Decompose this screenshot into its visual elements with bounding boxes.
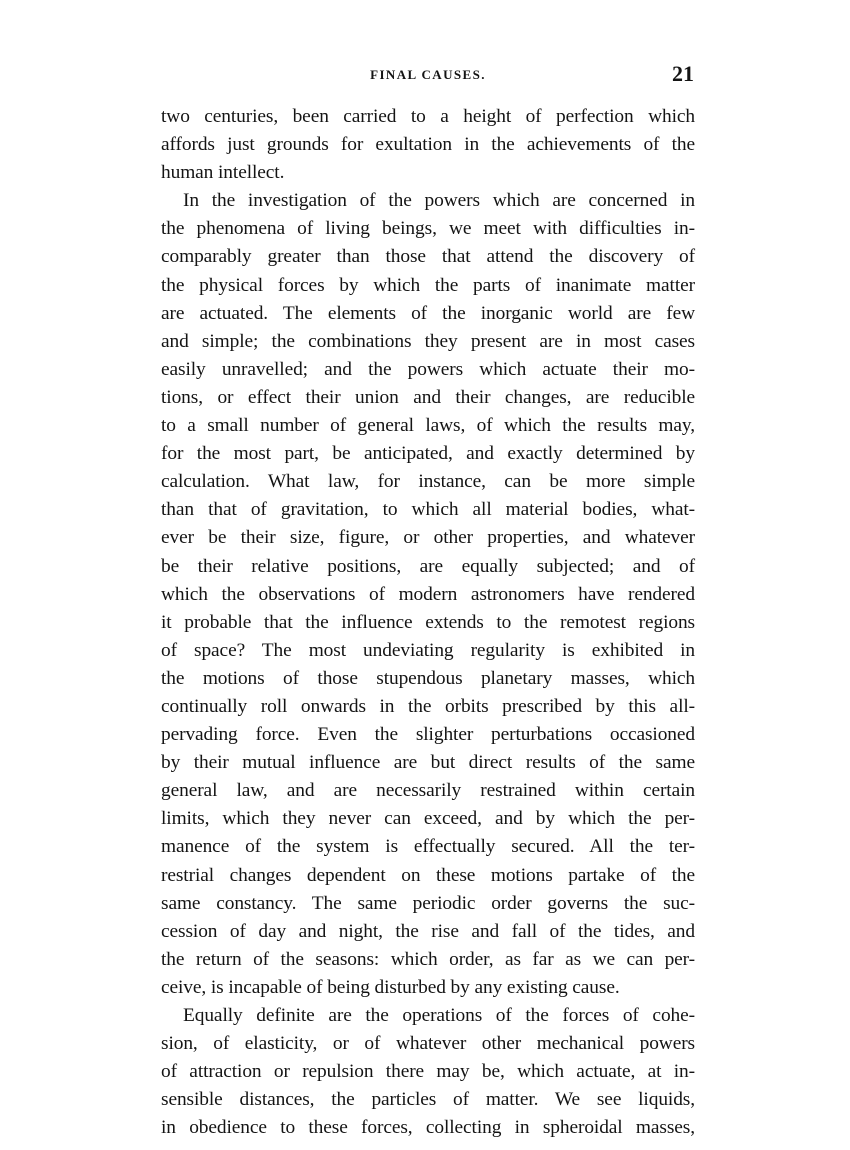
page-header (162, 62, 694, 88)
text-line: Equally definite are the operations of the forces of cohe- (183, 1005, 695, 1026)
text-line: manence of the system is effectually secured. All the ter- (161, 836, 695, 858)
text-line: calculation. What law, for instance, can be more simple (161, 471, 695, 493)
text-line: be their relative positions, are equally subjected; and of (161, 555, 695, 577)
text-line: it probable that the influence extends to the remotest regions (161, 611, 695, 633)
text-line: in obedience to these forces, collecting in spheroidal masses, (161, 1117, 695, 1139)
text-line: easily unravelled; and the powers which actuate their mo- (161, 358, 695, 380)
text-line: tions, or effect their union and their changes, are reducible (161, 386, 695, 408)
text-line: for the most part, be anticipated, and exactly determined by (161, 443, 695, 465)
text-line: pervading force. Even the slighter perturbations occasioned (161, 724, 695, 746)
text-line: of attraction or repulsion there may be, which actuate, at in- (161, 1061, 695, 1083)
text-line: In the investigation of the powers which are concerned in (183, 190, 695, 212)
running-head: FINAL CAUSES. (370, 67, 486, 82)
text-line: by their mutual influence are but direct results of the same (161, 752, 695, 774)
text-line: comparably greater than those that attend the discovery of (161, 246, 695, 268)
text-line: which the observations of modern astronomers have rendered (161, 583, 695, 605)
text-line: sion, of elasticity, or of whatever other mechanical powers (161, 1033, 695, 1055)
text-line: to a small number of general laws, of which the results may, (161, 415, 695, 437)
text-line: affords just grounds for exultation in the achievements of the (161, 134, 695, 156)
text-line: the motions of those stupendous planetary masses, which (161, 667, 695, 689)
text-line: and simple; the combinations they present are in most cases (161, 330, 695, 352)
text-line: limits, which they never can exceed, and by which the per- (161, 808, 695, 830)
text-line: ever be their size, figure, or other properties, and whatever (161, 527, 695, 549)
text-line: the return of the seasons: which order, as far as we can per- (161, 948, 695, 970)
text-line: restrial changes dependent on these motions partake of the (161, 864, 695, 886)
text-line: the phenomena of living beings, we meet with difficulties in- (161, 218, 695, 240)
text-line: of space? The most undeviating regularity is exhibited in (161, 639, 695, 661)
text-line: human intellect. (161, 162, 285, 184)
text-line: continually roll onwards in the orbits prescribed by this all- (161, 695, 695, 717)
text-line: same constancy. The same periodic order governs the suc- (161, 892, 695, 914)
page-number: 21 (672, 61, 694, 86)
text-line: ceive, is incapable of being disturbed by any existing cause. (161, 976, 620, 998)
text-line: sensible distances, the particles of matter. We see liquids, (161, 1089, 695, 1111)
text-line: are actuated. The elements of the inorganic world are few (161, 302, 695, 324)
text-line: than that of gravitation, to which all material bodies, what- (161, 499, 695, 521)
body-text (161, 103, 695, 1142)
text-line: general law, and are necessarily restrained within certain (161, 780, 695, 802)
text-line: the physical forces by which the parts of inanimate matter (161, 274, 695, 296)
text-line: two centuries, been carried to a height of perfection which (161, 106, 695, 127)
text-line: cession of day and night, the rise and fall of the tides, and (161, 920, 695, 942)
